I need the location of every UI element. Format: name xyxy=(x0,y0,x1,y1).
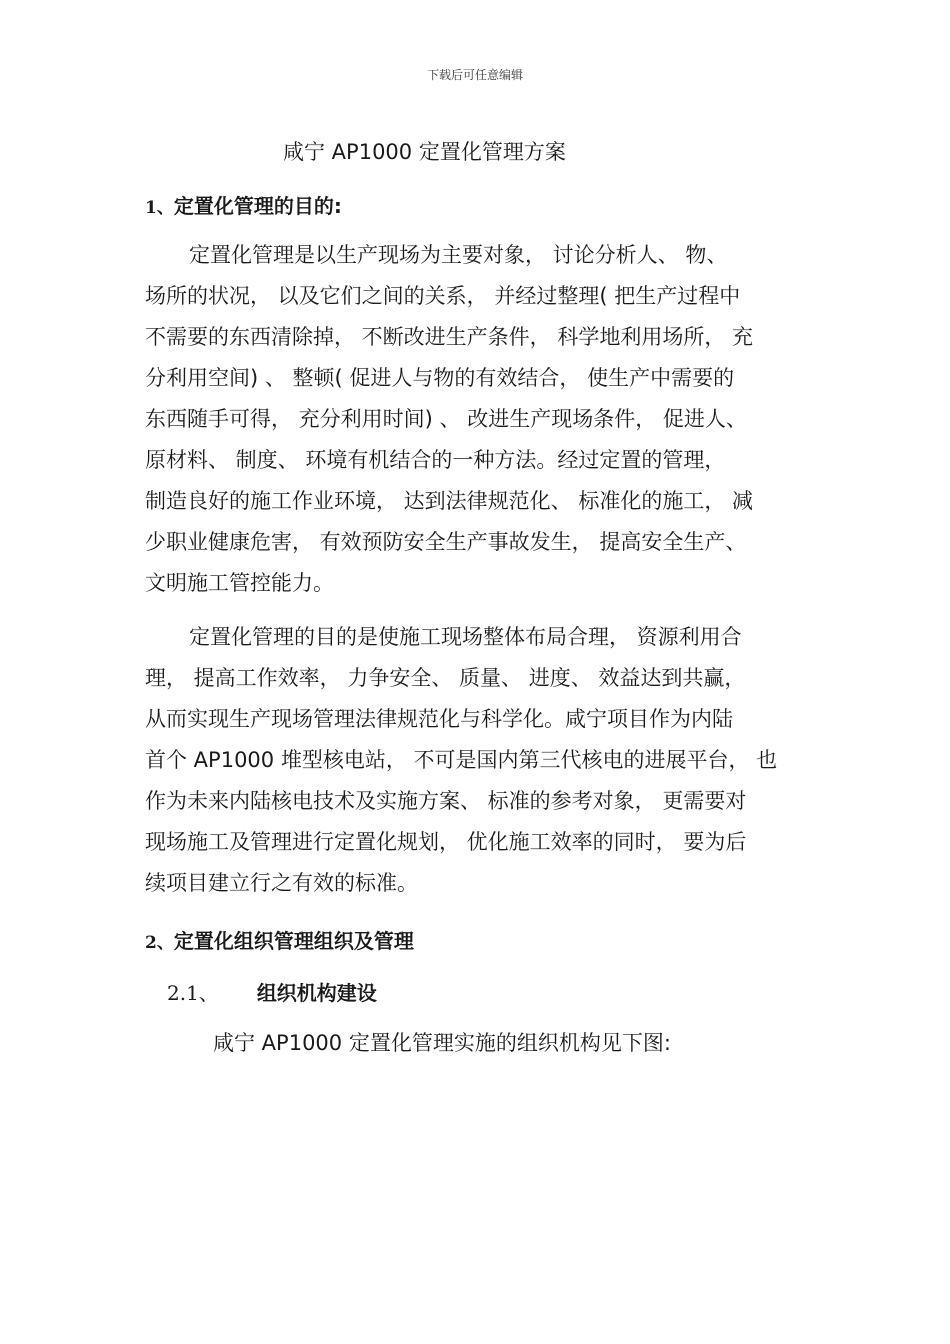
section-2-1-heading xyxy=(167,977,377,1006)
paragraph-2-line: 续项目建立行之有效的标准。 xyxy=(145,871,418,895)
paragraph-1-line: 分利用空间) 、 整顿( 促进人与物的有效结合， 使生产中需要的 xyxy=(145,366,735,390)
paragraph-2-line: 首个 AP1000 堆型核电站， 不可是国内第三代核电的进展平台， 也 xyxy=(145,748,778,772)
section-2-number: 2、 xyxy=(145,933,174,953)
section-1-title: 定置化管理的目的: xyxy=(173,194,342,218)
section-2-1-number: 2.1、 xyxy=(167,981,219,1005)
paragraph-1-line: 定置化管理是以生产现场为主要对象， 讨论分析人、 物、 xyxy=(189,243,728,267)
section-2-1-title: 组织机构建设 xyxy=(256,981,377,1005)
paragraph-1-line: 不需要的东西清除掉， 不断改进生产条件， 科学地利用场所， 充 xyxy=(145,325,754,349)
paragraph-1-line: 原材料、 制度、 环境有机结合的一种方法。经过定置的管理， xyxy=(145,448,726,472)
paragraph-2 xyxy=(145,617,807,904)
paragraph-1-line: 东西随手可得， 充分利用时间) 、 改进生产现场条件， 促进人、 xyxy=(145,407,747,431)
document-title: 咸宁 AP1000 定置化管理方案 xyxy=(283,140,566,164)
paragraph-2-line: 定置化管理的目的是使施工现场整体布局合理， 资源利用合 xyxy=(189,625,742,649)
paragraph-2-line: 从而实现生产现场管理法律规范化与科学化。咸宁项目作为内陆 xyxy=(145,707,733,731)
section-1-number: 1、 xyxy=(145,198,174,218)
paragraph-1-line: 文明施工管控能力。 xyxy=(145,571,334,595)
header-note: 下载后可任意编辑 xyxy=(426,68,523,82)
paragraph-1 xyxy=(145,235,807,604)
paragraph-1-line: 场所的状况， 以及它们之间的关系， 并经过整理( 把生产过程中 xyxy=(145,284,741,308)
section-1-heading xyxy=(145,190,342,219)
paragraph-2-line: 作为未来内陆核电技术及实施方案、 标准的参考对象， 更需要对 xyxy=(145,789,747,813)
section-2-title: 定置化组织管理组织及管理 xyxy=(173,929,414,953)
paragraph-1-line: 少职业健康危害， 有效预防安全生产事故发生， 提高安全生产、 xyxy=(145,530,747,554)
paragraph-1-line: 制造良好的施工作业环境， 达到法律规范化、 标准化的施工， 减 xyxy=(145,489,754,513)
org-chart-caption: 咸宁 AP1000 定置化管理实施的组织机构见下图: xyxy=(213,1031,671,1055)
section-2-heading xyxy=(145,925,414,954)
paragraph-2-line: 理， 提高工作效率， 力争安全、 质量、 进度、 效益达到共赢， xyxy=(145,666,746,690)
paragraph-2-line: 现场施工及管理进行定置化规划， 优化施工效率的同时， 要为后 xyxy=(145,830,747,854)
